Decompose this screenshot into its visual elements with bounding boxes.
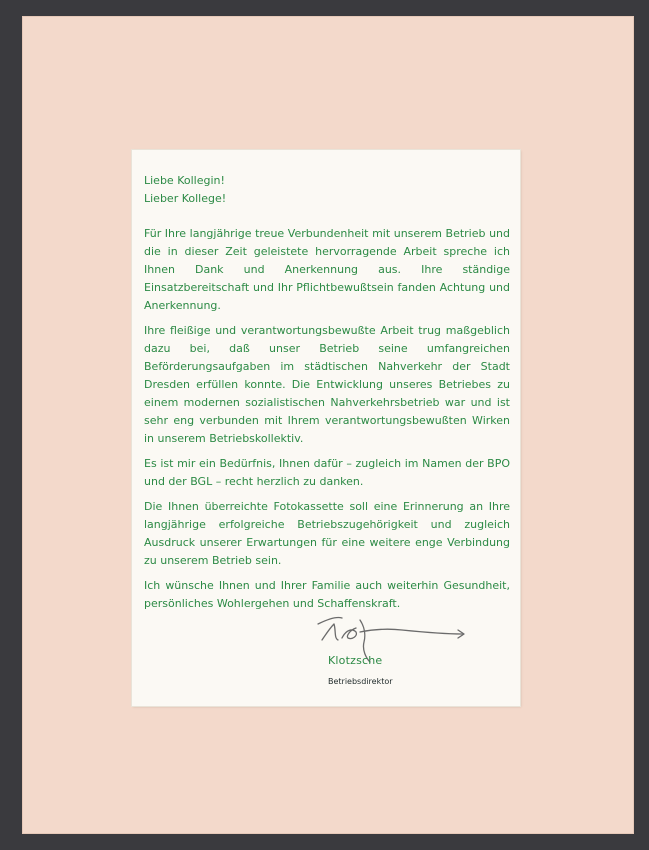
signatory-title: Betriebsdirektor xyxy=(328,677,393,686)
greeting-female: Liebe Kollegin! xyxy=(144,174,225,187)
paragraph-gratitude: Es ist mir ein Bedürfnis, Ihnen dafür – zugleich im Namen der BPO und der BGL – recht herzlich zu danken. xyxy=(144,457,510,488)
paragraph-thanks: Für Ihre langjährige treue Verbundenheit mit unserem Betrieb und die in dieser Zeit geleistete hervorragende Arbeit spreche ich Ihnen Dank und Anerkennung aus. Ihre ständige Einsatzbereitschaft und Ihr Pflichtbewußtsein fanden Achtung und Anerkennung. xyxy=(144,227,510,312)
letter-card xyxy=(132,150,520,706)
paragraph-photo-case: Die Ihnen überreichte Fotokassette soll eine Erinnerung an Ihre langjährige erfolgreiche Betriebszugehörigkeit und zugleich Ausdruck unserer Erwartungen für eine weitere enge Verbindung zu unserem Betrieb sein. xyxy=(144,500,510,567)
signature-block xyxy=(312,610,492,700)
paragraph-wishes: Ich wünsche Ihnen und Ihrer Familie auch weiterhin Gesundheit, persönliches Wohlergehen und Schaffenskraft. xyxy=(144,579,510,610)
paragraph-work: Ihre fleißige und verantwortungsbewußte Arbeit trug maßgeblich dazu bei, daß unser Betrieb seine umfangreichen Beförderungsaufgaben im städtischen Nahverkehr der Stadt Dresden erfüllen konnte. Die Entwicklung unseres Betriebes zu einem modernen sozialistischen Nahverkehrsbetrieb war und ist sehr eng verbunden mit Ihrem verantwortungsbewußten Wirken in unserem Betriebskollektiv. xyxy=(144,324,510,445)
passepartout-mat xyxy=(22,16,634,834)
signatory-name: Klotzsche xyxy=(328,654,383,667)
greeting-male: Lieber Kollege! xyxy=(144,192,227,205)
